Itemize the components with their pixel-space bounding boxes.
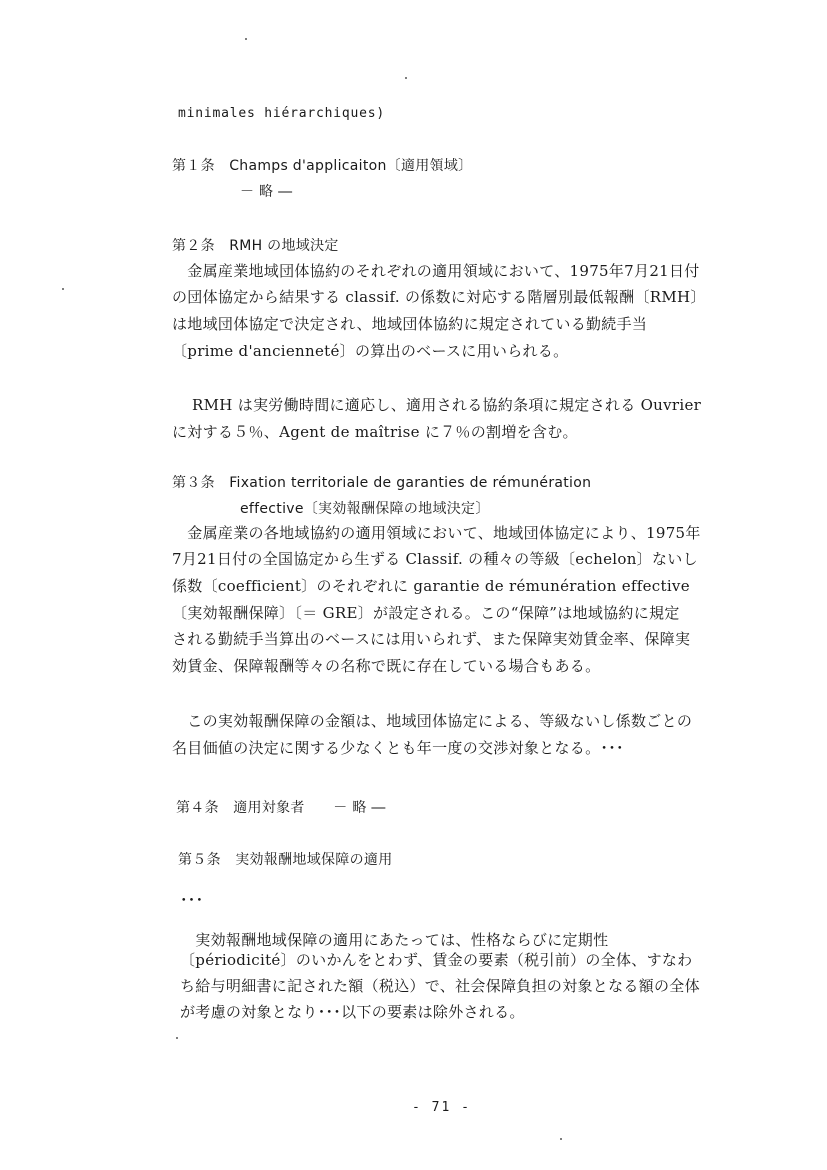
article-5-para1-line4: が考慮の対象となり･･･以下の要素は除外される。 [180, 1003, 525, 1021]
article-1-title: 第１条 Champs d'applicaiton〔適用領域〕 [172, 158, 473, 174]
article-5-para1-line1: 実効報酬地域保障の適用にあたっては、性格ならびに定期性 [180, 931, 609, 949]
scan-speck [560, 1138, 562, 1140]
article-5-ellipsis: ･･･ [180, 891, 204, 909]
article-3-para1-line3: 係数〔coefficient〕のそれぞれに garantie de rémunération effective [172, 577, 690, 595]
page-number: - 71 - [412, 1100, 471, 1115]
article-5-title: 第５条 実効報酬地域保障の適用 [178, 852, 393, 868]
intro-line: minimales hiérarchiques) [178, 106, 386, 121]
article-2-para1-line4: 〔prime d'ancienneté〕の算出のベースに用いられる。 [172, 342, 569, 360]
article-3-title-line2: effective〔実効報酬保障の地域決定〕 [240, 501, 490, 517]
scan-speck [245, 38, 247, 40]
article-3-para2-line2: 名目価値の決定に関する少なくとも年一度の交渉対象となる。･･･ [172, 739, 624, 757]
scan-speck [176, 1037, 178, 1039]
article-3-para1-line4: 〔実効報酬保障〕〔＝ GRE〕が設定される。この“保障”は地域協約に規定 [172, 604, 680, 622]
article-2-para1-line1: 金属産業地域団体協約のそれぞれの適用領域において、1975年7月21日付 [172, 262, 700, 280]
article-5-para1-line2: 〔périodicité〕のいかんをとわず、賃金の要素（税引前）の全体、すなわ [180, 951, 693, 969]
article-2-para1-line3: は地域団体協定で決定され、地域団体協約に規定されている勤続手当 [172, 315, 648, 333]
scan-speck [62, 288, 64, 290]
article-2-para2-line1: RMH は実労働時間に適応し、適用される協約条項に規定される Ouvrier [192, 396, 702, 414]
article-2-para1-line2: の団体協定から結果する classif. の係数に対応する階層別最低報酬〔RMH〕 [172, 288, 706, 306]
article-5-para1-line3: ち給与明細書に記された額（税込）で、社会保障負担の対象となる額の全体 [180, 977, 700, 995]
article-2-para2-line2: に対する５％、Agent de maîtrise に７％の割増を含む。 [172, 423, 578, 441]
article-1-omitted: － 略 ― [240, 184, 293, 200]
article-3-para1-line5: される勤続手当算出のベースには用いられず、また保障実効賃金率、保障実 [172, 630, 691, 648]
scan-speck [405, 77, 407, 79]
article-3-title-line1: 第３条 Fixation territoriale de garanties de rémunération [172, 475, 592, 491]
article-3-para1-line1: 金属産業の各地域協約の適用領域において、地域団体協定により、1975年 [172, 524, 701, 542]
article-3-para2-line1: この実効報酬保障の金額は、地域団体協定による、等級ないし係数ごとの [172, 712, 693, 730]
article-2-title: 第２条 RMH の地域決定 [172, 238, 339, 254]
article-3-para1-line2: 7月21日付の全国協定から生ずる Classif. の種々の等級〔echelon〕ないし [172, 550, 698, 568]
article-4-title: 第４条 適用対象者 － 略 ― [176, 800, 386, 816]
article-3-para1-line6: 効賃金、保障報酬等々の名称で既に存在している場合もある。 [172, 657, 601, 675]
